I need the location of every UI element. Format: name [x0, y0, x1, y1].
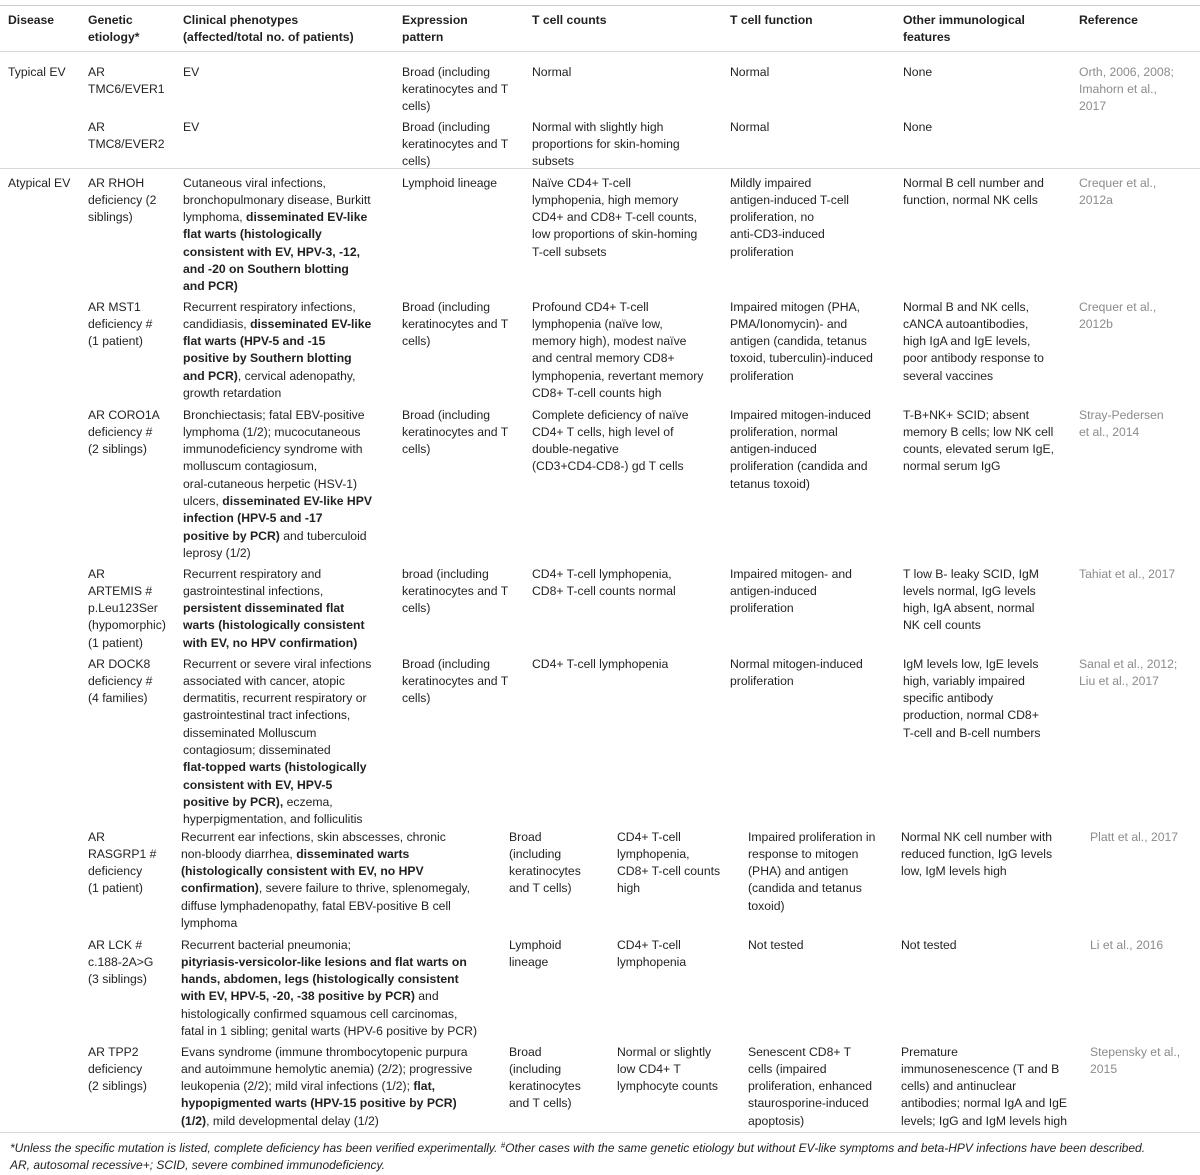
cell-reference: et al., 2014 [1079, 424, 1140, 439]
cell-reference: 2017 [1079, 99, 1107, 114]
cell-phenotype: associated with cancer, atopic [183, 673, 345, 688]
cell-phenotype: Recurrent or severe viral infections [183, 656, 372, 671]
cell-tcell-counts: Complete deficiency of naïve [532, 407, 689, 422]
cell-phenotype: diffuse lymphadenopathy, fatal EBV-positive B cell [181, 898, 451, 913]
cell-etiology: AR [88, 566, 105, 581]
cell-phenotype: flat warts (HPV-5 and -15 [183, 334, 326, 349]
column-header-other: Other immunological [903, 13, 1025, 27]
table-rule [0, 1132, 1200, 1133]
cell-expression: broad (including [402, 566, 489, 581]
cell-disease: Typical EV [8, 64, 66, 79]
cell-tcell-counts: lymphopenia (naïve low, [532, 316, 663, 331]
cell-other: T low B- leaky SCID, IgM [903, 566, 1039, 581]
cell-phenotype: Recurrent respiratory and [183, 566, 322, 581]
cell-etiology: (2 siblings) [88, 1079, 147, 1094]
cell-phenotype: persistent disseminated flat [183, 601, 345, 616]
column-header-phenotype: Clinical phenotypes [183, 13, 299, 27]
cell-phenotype: Recurrent respiratory infections, [183, 299, 356, 314]
cell-phenotype: warts (histologically consistent [183, 618, 365, 633]
cell-etiology: deficiency (2 [88, 192, 157, 207]
cell-other: several vaccines [903, 368, 994, 383]
cell-tcell-function: proliferation, normal [730, 424, 838, 439]
cell-phenotype: histologically confirmed squamous cell carcinomas, [181, 1006, 458, 1021]
cell-tcell-counts: Naïve CD4+ T-cell [532, 175, 632, 190]
cell-other: function, normal NK cells [903, 192, 1038, 207]
cell-tcell-counts: CD8+ T-cell counts high [532, 386, 662, 400]
cell-phenotype: gastrointestinal infections, [183, 583, 324, 598]
cell-reference: Sanal et al., 2012; [1079, 656, 1178, 671]
cell-tcell-function: proliferation (candida and [730, 459, 868, 474]
cell-etiology: (1 patient) [88, 881, 143, 896]
cell-tcell-function: Mildly impaired [730, 175, 812, 190]
cell-phenotype: (1/2), mild developmental delay (1/2) [181, 1113, 379, 1128]
cell-expression: Broad (including [402, 656, 491, 671]
cell-other: production, normal CD8+ [903, 708, 1039, 723]
cell-other: poor antibody response to [903, 351, 1044, 366]
cell-tcell-counts: double-negative [532, 442, 619, 457]
cell-etiology: AR DOCK8 [88, 656, 151, 671]
cell-phenotype: confirmation), severe failure to thrive, splenomegaly, [181, 881, 471, 896]
column-header-expression: Expression [402, 13, 468, 27]
footnote-line-1 [10, 1140, 1145, 1157]
cell-expression: lineage [509, 954, 549, 969]
cell-tcell-function: apoptosis) [748, 1113, 805, 1128]
cell-etiology: p.Leu123Ser [88, 601, 158, 616]
cell-tcell-function: (PHA) and antigen [748, 864, 849, 879]
cell-other: Premature [901, 1044, 958, 1059]
cell-tcell-function: toxoid) [748, 898, 785, 913]
table-rule [0, 5, 1200, 6]
cell-tcell-function: Normal [730, 64, 770, 79]
cell-other: cells) and antinuclear [901, 1079, 1017, 1094]
cell-reference: Li et al., 2016 [1090, 937, 1164, 952]
cell-phenotype: Bronchiectasis; fatal EBV-positive [183, 407, 365, 422]
cell-phenotype: dermatitis, recurrent respiratory or [183, 691, 367, 706]
cell-other: memory B cells; low NK cell [903, 424, 1054, 439]
cell-etiology: deficiency # [88, 673, 153, 688]
cell-reference: 2015 [1090, 1061, 1118, 1076]
cell-etiology: AR [88, 64, 105, 79]
cell-expression: Lymphoid lineage [402, 175, 498, 190]
cell-etiology: deficiency # [88, 424, 153, 439]
cell-tcell-counts: lymphopenia, revertant memory [532, 368, 704, 383]
cell-expression: cells) [402, 442, 431, 457]
cell-tcell-function: proliferation [730, 368, 794, 383]
cell-tcell-counts: Normal or slightly [617, 1044, 712, 1059]
cell-other: None [903, 119, 933, 134]
column-header-tcell-counts: T cell counts [532, 13, 607, 27]
cell-etiology: AR LCK # [88, 937, 143, 952]
cell-other: high, variably impaired [903, 673, 1025, 688]
cell-other: T-cell and B-cell numbers [903, 725, 1041, 740]
cell-phenotype: flat-topped warts (histologically [183, 760, 367, 775]
cell-expression: cells) [402, 154, 431, 169]
cell-tcell-function: PMA/Ionomycin)- and [730, 316, 848, 331]
cell-phenotype: leukopenia (2/2); mild viral infections (1/2); flat, [181, 1079, 436, 1094]
cell-phenotype: ulcers, disseminated EV-like HPV [183, 494, 372, 508]
cell-other: Normal B cell number and [903, 175, 1044, 190]
cell-phenotype: non-bloody diarrhea, disseminated warts [181, 846, 410, 861]
cell-expression: cells) [402, 99, 431, 114]
cell-expression: and T cells) [509, 881, 572, 896]
cell-phenotype: consistent with EV, HPV-5 [183, 777, 333, 792]
cell-phenotype: hypopigmented warts (HPV-15 positive by PCR) [181, 1096, 457, 1111]
cell-other: Normal B and NK cells, [903, 299, 1029, 314]
column-header-etiology: etiology* [88, 30, 140, 45]
cell-tcell-counts: Normal [532, 64, 572, 79]
cell-reference: 2012b [1079, 316, 1113, 331]
cell-tcell-counts: (CD3+CD4-CD8-) gd T cells [532, 459, 684, 474]
cell-other: cANCA autoantibodies, [903, 316, 1029, 331]
cell-etiology: (4 families) [88, 691, 148, 706]
cell-tcell-counts: CD4+ T-cell lymphopenia [532, 656, 669, 671]
cell-tcell-function: Impaired mitogen (PHA, [730, 299, 861, 314]
cell-expression: keratinocytes and T [402, 316, 509, 331]
cell-etiology: (hypomorphic) [88, 618, 166, 633]
cell-expression: Broad (including [402, 119, 491, 134]
cell-phenotype: Cutaneous viral infections, [183, 175, 326, 190]
cell-etiology: AR [88, 119, 105, 134]
cell-etiology: (1 patient) [88, 635, 143, 650]
cell-etiology: siblings) [88, 210, 133, 225]
cell-tcell-counts: lymphopenia [617, 954, 687, 969]
cell-tcell-function: Impaired mitogen- and [730, 566, 852, 581]
cell-tcell-function: antigen-induced [730, 442, 817, 457]
cell-phenotype: EV [183, 64, 200, 79]
cell-other: high, IgA absent, normal [903, 601, 1035, 616]
cell-etiology: TMC6/EVER1 [88, 81, 165, 96]
cell-expression: keratinocytes and T [402, 136, 509, 151]
column-header-etiology: Genetic [88, 13, 133, 27]
column-header-other: features [903, 30, 951, 45]
cell-expression: keratinocytes [509, 1079, 581, 1094]
cell-etiology: deficiency [88, 1061, 143, 1076]
cell-etiology: (2 siblings) [88, 442, 147, 457]
column-header-disease: Disease [8, 13, 55, 27]
cell-expression: Broad [509, 829, 542, 844]
cell-disease: Atypical EV [8, 175, 71, 190]
cell-reference: Stepensky et al., [1090, 1044, 1181, 1059]
cell-tcell-function: proliferation [730, 244, 794, 259]
cell-etiology: AR [88, 829, 105, 844]
cell-tcell-function: tetanus toxoid) [730, 476, 810, 491]
cell-etiology: (1 patient) [88, 334, 143, 349]
cell-phenotype: and PCR) [183, 279, 238, 294]
column-header-expression: pattern [402, 30, 444, 45]
table-rule [0, 51, 1200, 52]
cell-phenotype: positive by Southern blotting [183, 351, 352, 366]
cell-phenotype: consistent with EV, HPV-3, -12, [183, 244, 360, 259]
cell-etiology: RASGRP1 # [88, 846, 157, 861]
cell-expression: Broad [509, 1044, 542, 1059]
cell-phenotype: candidiasis, disseminated EV-like [183, 316, 372, 331]
cell-tcell-function: response to mitogen [748, 846, 859, 861]
cell-reference: Platt et al., 2017 [1090, 829, 1179, 844]
cell-tcell-counts: CD4+ and CD8+ T-cell counts, [532, 210, 698, 225]
cell-tcell-function: antigen-induced [730, 583, 817, 598]
cell-tcell-function: cells (impaired [748, 1061, 827, 1076]
cell-phenotype: growth retardation [183, 386, 282, 400]
cell-tcell-counts: low proportions of skin-homing [532, 227, 698, 242]
cell-phenotype: with EV, HPV-5, -20, -38 positive by PCR) and [181, 989, 439, 1004]
cell-tcell-counts: proportions for skin-homing [532, 136, 680, 151]
cell-tcell-counts: CD8+ T-cell counts [617, 864, 721, 879]
cell-tcell-function: proliferation, no [730, 210, 815, 225]
cell-phenotype: positive by PCR) and tuberculoid [183, 528, 367, 543]
cell-expression: and T cells) [509, 1096, 572, 1111]
cell-phenotype: bronchopulmonary disease, Burkitt [183, 192, 371, 207]
cell-phenotype: and -20 on Southern blotting [183, 262, 349, 276]
cell-expression: cells) [402, 601, 431, 616]
cell-etiology: (3 siblings) [88, 972, 147, 987]
cell-reference: Orth, 2006, 2008; [1079, 64, 1174, 79]
cell-phenotype: disseminated Molluscum [183, 725, 317, 740]
cell-tcell-function: anti-CD3-induced [730, 227, 825, 242]
cell-other: NK cell counts [903, 618, 981, 633]
cell-etiology: AR RHOH [88, 175, 145, 190]
cell-tcell-function: antigen-induced T-cell [730, 192, 850, 207]
cell-tcell-counts: low CD4+ T [617, 1061, 681, 1076]
cell-etiology: TMC8/EVER2 [88, 136, 165, 151]
cell-phenotype: infection (HPV-5 and -17 [183, 511, 323, 526]
cell-tcell-function: Normal mitogen-induced [730, 656, 863, 671]
cell-reference: 2012a [1079, 192, 1113, 207]
cell-tcell-counts: and central memory CD8+ [532, 351, 675, 366]
cell-tcell-function: staurosporine-induced [748, 1096, 869, 1111]
cell-phenotype: lymphoma [181, 916, 238, 930]
cell-phenotype: with EV, no HPV confirmation) [183, 635, 358, 650]
cell-other: None [903, 64, 933, 79]
column-header-phenotype: (affected/total no. of patients) [183, 30, 354, 45]
cell-expression: Broad (including [402, 64, 491, 79]
cell-etiology: deficiency # [88, 316, 153, 331]
cell-reference: Imahorn et al., [1079, 81, 1157, 96]
cell-expression: cells) [402, 334, 431, 349]
cell-etiology: AR CORO1A [88, 407, 160, 422]
cell-phenotype: fatal in 1 sibling; genital warts (HPV-6 positive by PCR) [181, 1024, 478, 1038]
cell-other: IgM levels low, IgE levels [903, 656, 1039, 671]
cell-expression: (including [509, 846, 562, 861]
cell-other: Normal NK cell number with [901, 829, 1053, 844]
cell-tcell-function: antigen (candida, tetanus [730, 334, 867, 349]
footnote-line-2: AR, autosomal recessive+; SCID, severe combined immunodeficiency. [10, 1158, 385, 1172]
cell-etiology: c.188-2A>G [88, 954, 154, 969]
footnote-text-b: Other cases with the same genetic etiology but without EV-like symptoms and beta-HPV infections have been described. [505, 1141, 1146, 1155]
cell-phenotype: oral-cutaneous herpetic (HSV-1) [183, 476, 358, 491]
cell-tcell-counts: high [617, 881, 641, 896]
cell-tcell-counts: Normal with slightly high [532, 119, 664, 134]
cell-tcell-counts: subsets [532, 154, 575, 169]
cell-other: normal serum IgG [903, 459, 1001, 474]
cell-reference: Liu et al., 2017 [1079, 673, 1159, 688]
cell-etiology: ARTEMIS # [88, 583, 153, 598]
cell-phenotype: hyperpigmentation, and folliculitis [183, 812, 363, 827]
cell-expression: keratinocytes and T [402, 81, 509, 96]
cell-tcell-function: (candida and tetanus [748, 881, 862, 896]
cell-expression: keratinocytes [509, 864, 581, 879]
cell-phenotype: gastrointestinal tract infections, [183, 708, 351, 723]
cell-expression: keratinocytes and T [402, 673, 509, 688]
cell-phenotype: and autoimmune hemolytic anemia) (2/2); progressive [181, 1061, 473, 1076]
cell-tcell-counts: lymphopenia, high memory [532, 192, 679, 207]
cell-phenotype: pityriasis-versicolor-like lesions and flat warts on [181, 954, 467, 969]
cell-other: immunosenescence (T and B [901, 1061, 1060, 1076]
cell-other: counts, elevated serum IgE, [903, 442, 1055, 457]
cell-phenotype: immunodeficiency syndrome with [183, 442, 363, 457]
cell-tcell-counts: CD4+ T-cell [617, 937, 681, 952]
footnote-marker: # [500, 1141, 506, 1150]
cell-tcell-function: proliferation [730, 601, 794, 616]
cell-phenotype: molluscum contagiosum, [183, 459, 318, 474]
cell-tcell-function: Impaired mitogen-induced [730, 407, 871, 422]
cell-reference: Tahiat et al., 2017 [1079, 566, 1176, 581]
cell-expression: (including [509, 1061, 562, 1076]
cell-other: low, IgM levels high [901, 864, 1007, 879]
cell-tcell-function: Not tested [748, 937, 804, 952]
cell-phenotype: Recurrent ear infections, skin abscesses, chronic [181, 829, 446, 844]
cell-expression: Broad (including [402, 299, 491, 314]
cell-other: Not tested [901, 937, 957, 952]
cell-phenotype: Evans syndrome (immune thrombocytopenic purpura [181, 1044, 468, 1059]
cell-tcell-function: Normal [730, 119, 770, 134]
cell-tcell-counts: CD4+ T cells, high level of [532, 424, 674, 439]
cell-etiology: deficiency [88, 864, 143, 879]
cell-phenotype: and PCR), cervical adenopathy, [183, 368, 356, 383]
cell-tcell-counts: lymphopenia, [617, 846, 690, 861]
cell-etiology: AR TPP2 [88, 1044, 139, 1059]
cell-etiology: AR MST1 [88, 299, 141, 314]
table-rule [0, 168, 1200, 169]
cell-tcell-function: proliferation [730, 673, 794, 688]
cell-other: levels; IgG and IgM levels high [901, 1113, 1067, 1128]
cell-other: antibodies; normal IgA and IgE [901, 1096, 1067, 1111]
cell-other: specific antibody [903, 691, 994, 706]
cell-tcell-counts: Profound CD4+ T-cell [532, 299, 649, 314]
cell-tcell-counts: memory high), modest naïve [532, 334, 687, 349]
cell-phenotype: contagiosum; disseminated [183, 743, 331, 757]
cell-other: reduced function, IgG levels [901, 846, 1053, 861]
cell-tcell-counts: T-cell subsets [532, 244, 607, 259]
cell-tcell-function: proliferation, enhanced [748, 1079, 872, 1094]
cell-other: levels normal, IgG levels [903, 583, 1036, 598]
cell-phenotype: lymphoma, disseminated EV-like [183, 210, 368, 225]
cell-tcell-counts: lymphocyte counts [617, 1079, 718, 1094]
cell-expression: cells) [402, 691, 431, 706]
cell-expression: Broad (including [402, 407, 491, 422]
cell-phenotype: (histologically consistent with EV, no HPV [181, 864, 424, 879]
cell-expression: keratinocytes and T [402, 583, 509, 598]
cell-tcell-counts: CD4+ T-cell [617, 829, 681, 844]
cell-other: high IgA and IgE levels, [903, 334, 1031, 349]
cell-expression: Lymphoid [509, 937, 562, 952]
cell-phenotype: hands, abdomen, legs (histologically consistent [181, 972, 459, 987]
cell-reference: Crequer et al., [1079, 175, 1157, 190]
cell-tcell-function: toxoid, tuberculin)-induced [730, 351, 873, 366]
footnote-text-a: *Unless the specific mutation is listed, complete deficiency has been verified experimentally. [10, 1141, 501, 1155]
cell-phenotype: lymphoma (1/2); mucocutaneous [183, 424, 361, 439]
column-header-reference: Reference [1079, 13, 1138, 27]
cell-tcell-function: Senescent CD8+ T [748, 1044, 852, 1059]
column-header-tcell-function: T cell function [730, 13, 813, 27]
cell-tcell-function: Impaired proliferation in [748, 829, 876, 844]
cell-tcell-counts: CD4+ T-cell lymphopenia, [532, 566, 672, 581]
cell-other: T-B+NK+ SCID; absent [903, 407, 1029, 422]
cell-phenotype: positive by PCR), eczema, [183, 794, 333, 809]
cell-phenotype: Recurrent bacterial pneumonia; [181, 937, 352, 952]
cell-reference: Stray-Pedersen [1079, 407, 1164, 422]
cell-reference: Crequer et al., [1079, 299, 1157, 314]
cell-phenotype: EV [183, 119, 200, 134]
cell-phenotype: leprosy (1/2) [183, 545, 251, 560]
cell-tcell-counts: CD8+ T-cell counts normal [532, 583, 676, 598]
cell-expression: keratinocytes and T [402, 424, 509, 439]
cell-phenotype: flat warts (histologically [183, 227, 322, 242]
